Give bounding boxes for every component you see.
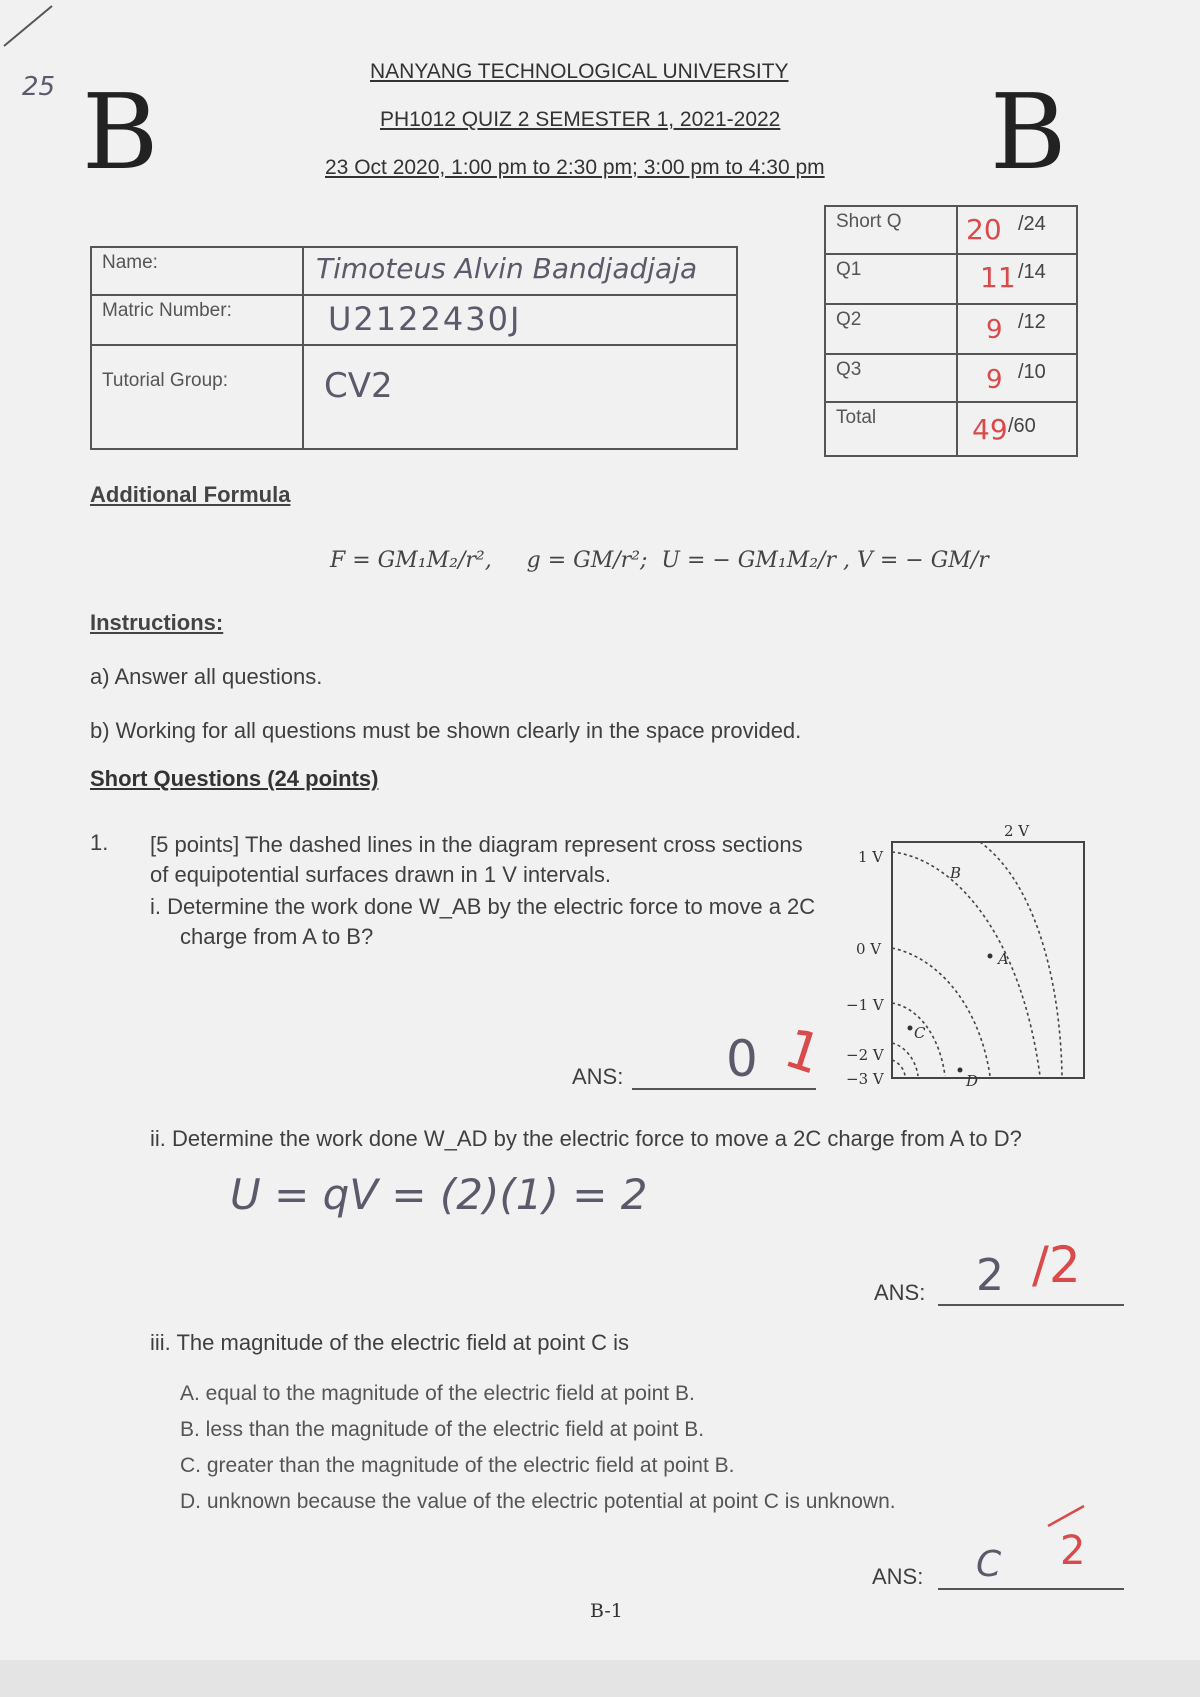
matric-label: Matric Number: (91, 295, 303, 345)
quiz-datetime: 23 Oct 2020, 1:00 pm to 2:30 pm; 3:00 pm to 4:30 pm (325, 156, 825, 179)
score-max: /10 (1018, 361, 1046, 383)
diagram-label-minus3v: −3 V (846, 1070, 884, 1088)
instruction-b: b) Working for all questions must be shown clearly in the space provided. (90, 718, 802, 743)
paper-code-left: B (82, 71, 159, 193)
score-value: 20 (966, 213, 1002, 246)
tutorial-value: CV2 (324, 366, 393, 406)
score-value: 49 (972, 413, 1008, 446)
answer-1-ii: 2 (976, 1250, 1004, 1301)
question-1-part-ii: ii. Determine the work done W_AD by the electric force to move a 2C charge from A to D? (150, 1126, 1022, 1151)
score-label: Q1 (825, 254, 957, 304)
matric-value: U2122430J (328, 300, 522, 338)
diagram-label-minus1v: −1 V (846, 996, 884, 1014)
diagram-label-1v: 1 V (858, 848, 884, 866)
diagram-point-a: A (998, 950, 1009, 968)
diagram-label-2v: 2 V (1004, 822, 1030, 840)
short-questions-heading: Short Questions (24 points) (90, 766, 379, 791)
page-number: B-1 (590, 1600, 623, 1622)
diagram-point-d: D (966, 1072, 979, 1090)
formula-heading: Additional Formula (90, 482, 291, 507)
mark-1-i: 1 (777, 1016, 830, 1087)
score-label: Q2 (825, 304, 957, 354)
mark-1-ii: /2 (1032, 1236, 1081, 1294)
question-1-part-i: i. Determine the work done W_AB by the electric force to move a 2C charge from A to B? (150, 894, 816, 949)
answer-1-iii: C (976, 1544, 1002, 1585)
diagram-point-b: B (950, 864, 962, 882)
ans-label: ANS: (874, 1280, 926, 1305)
score-max: /24 (1018, 213, 1046, 235)
score-value: 9 (986, 315, 1003, 345)
instruction-a: a) Answer all questions. (90, 664, 323, 689)
question-number: 1. (90, 830, 109, 855)
diagram-label-0v: 0 V (856, 940, 882, 958)
score-label: Total (825, 402, 957, 456)
score-max: /14 (1018, 261, 1046, 283)
score-max: /12 (1018, 311, 1046, 333)
score-value: 9 (986, 365, 1003, 395)
check-tick-mark (1040, 1500, 1090, 1530)
diagram-label-minus2v: −2 V (846, 1046, 884, 1064)
corner-mark: 25 (22, 72, 56, 102)
score-value: 11 (980, 261, 1016, 294)
question-1-text: [5 points] The dashed lines in the diagram represent cross sections of equipotential surfaces drawn in 1 V intervals. (150, 832, 803, 887)
name-label: Name: (91, 247, 303, 295)
tutorial-label: Tutorial Group: (91, 345, 303, 449)
student-info-table (90, 246, 738, 450)
name-value: Timoteus Alvin Bandjadjaja (316, 252, 698, 285)
paper-code-right: B (990, 71, 1067, 193)
score-max: /60 (1008, 415, 1036, 437)
answer-line (632, 1088, 816, 1090)
mark-1-iii: 2 (1060, 1528, 1086, 1574)
score-label: Short Q (825, 206, 957, 254)
university-title: NANYANG TECHNOLOGICAL UNIVERSITY (370, 60, 789, 83)
answer-1-i: 0 (726, 1030, 758, 1088)
quiz-title: PH1012 QUIZ 2 SEMESTER 1, 2021-2022 (380, 108, 781, 131)
formula-text: F = GM₁M₂/r², g = GM/r²; U = − GM₁M₂/r , V = − GM/r (330, 548, 989, 573)
working-1-ii: U = qV = (2)(1) = 2 (230, 1170, 648, 1219)
question-1-part-iii: iii. The magnitude of the electric field at point C is (150, 1330, 629, 1355)
option-b: B. less than the magnitude of the electric field at point B. (180, 1418, 705, 1441)
corner-slash-mark (0, 0, 70, 60)
diagram-point-c: C (914, 1024, 926, 1042)
ans-label: ANS: (872, 1564, 924, 1589)
score-label: Q3 (825, 354, 957, 402)
score-table (824, 205, 1078, 457)
answer-line (938, 1588, 1124, 1590)
option-c: C. greater than the magnitude of the electric field at point B. (180, 1454, 735, 1477)
option-d: D. unknown because the value of the electric potential at point C is unknown. (180, 1490, 896, 1513)
instructions-heading: Instructions: (90, 610, 224, 635)
option-a: A. equal to the magnitude of the electric field at point B. (180, 1382, 695, 1405)
answer-line (938, 1304, 1124, 1306)
ans-label: ANS: (572, 1064, 624, 1089)
